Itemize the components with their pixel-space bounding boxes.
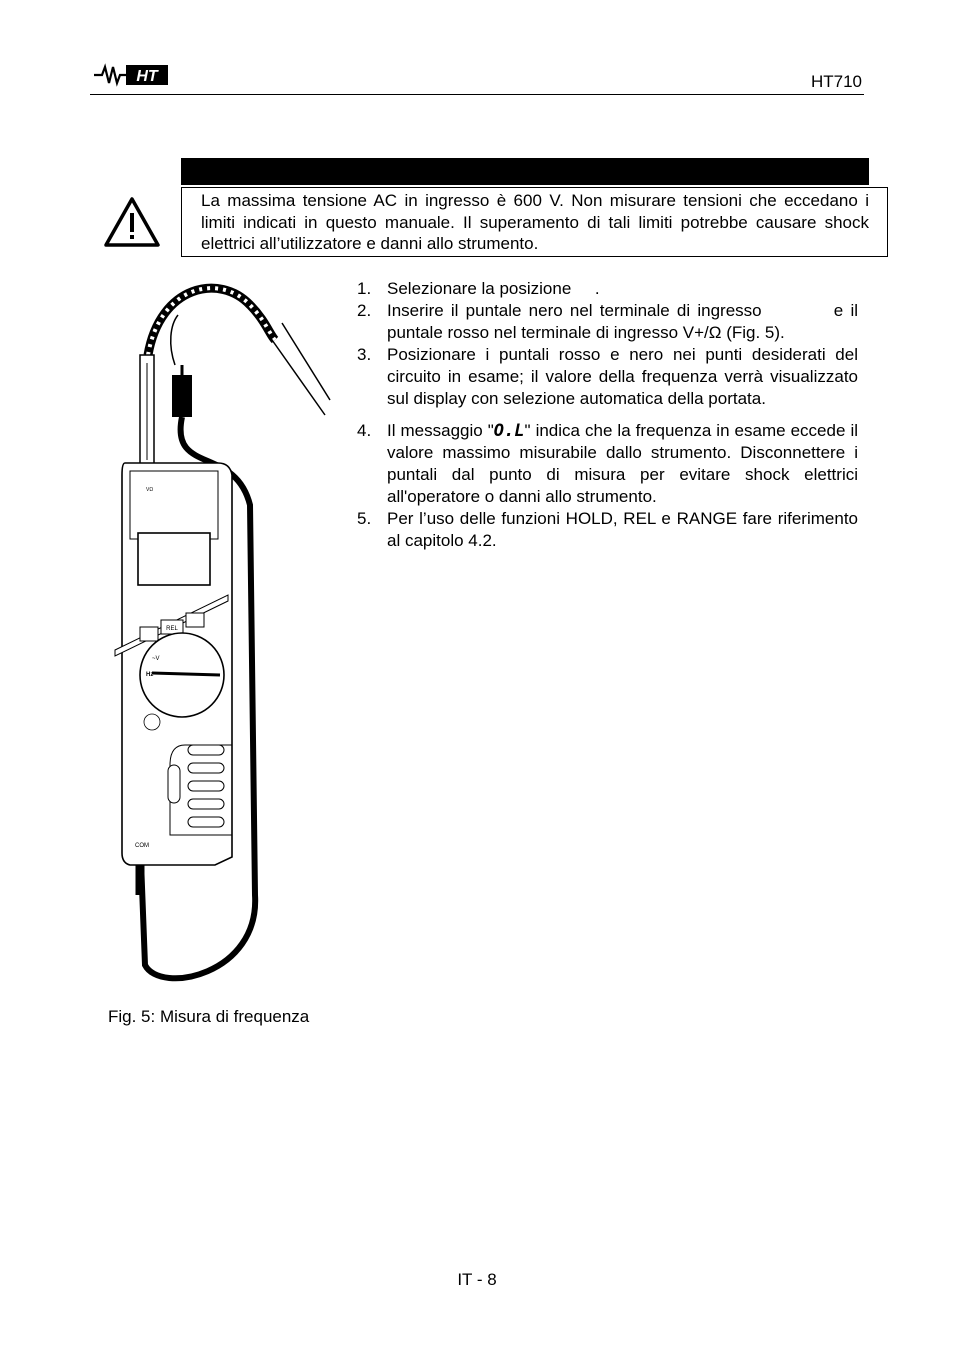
- rel-label: REL: [166, 626, 178, 632]
- page-number: IT - 8: [457, 1270, 497, 1289]
- step-text: Selezionare la posizione .: [387, 279, 600, 298]
- model-name: HT710: [810, 72, 862, 91]
- meter-display: [138, 533, 210, 585]
- step-number: 1.: [357, 279, 372, 298]
- ol-display-glyph: O.L: [493, 421, 525, 441]
- step-text: Inserire il puntale nero nel terminale di ingresso e il puntale rosso nel terminale di ingresso V+/Ω (Fig. 5).: [387, 301, 863, 342]
- multimeter-illustration: [100, 275, 340, 995]
- step-text-before: Il messaggio ": [387, 421, 494, 440]
- step-text-after: " indica che la frequenza in esame eccede il valore massimo misurabile dallo strumento. Disconnettere i puntali dal punto di misura per evitare shock elettrici all'operatore o danni allo strumento.: [387, 421, 858, 506]
- step-number: 3.: [357, 345, 372, 364]
- warning-text: La massima tensione AC in ingresso è 600 V. Non misurare tensioni che eccedano i limiti indicati in questo manuale. Il superamento di tali limiti potrebbe causare shock elettrici all’utilizzatore e danni allo strumento.: [201, 191, 869, 253]
- com-label: COM: [135, 843, 149, 849]
- step-5: [355, 508, 858, 552]
- step-3: [355, 344, 858, 410]
- step-text: Per l’uso delle funzioni HOLD, REL e RANGE fare riferimento al capitolo 4.2.: [387, 509, 858, 550]
- step-text: Posizionare i puntali rosso e nero nei punti desiderati del circuito in esame; il valore della frequenza verrà visualizzato sul display con selezione automatica della portata.: [387, 345, 858, 408]
- v-ac-label: ~V: [152, 656, 160, 662]
- step-4: [355, 420, 858, 508]
- terminal-v-label: VΩ: [146, 487, 154, 493]
- step-number: 2.: [357, 301, 372, 320]
- step-number: 4.: [357, 421, 372, 440]
- header-rule: [90, 94, 864, 95]
- black-probe-clip: [172, 375, 192, 417]
- warning-triangle-icon: [103, 196, 161, 248]
- procedure-steps: [355, 278, 863, 552]
- step-1: [355, 278, 858, 300]
- step-number: 5.: [357, 509, 372, 528]
- section-title-bar: [181, 158, 869, 185]
- hz-label: Hz: [146, 672, 154, 678]
- logo-text: HT: [136, 68, 158, 85]
- step-2: [355, 300, 863, 344]
- warning-box: [181, 187, 888, 257]
- ht-logo: [92, 62, 172, 88]
- figure-caption: Fig. 5: Misura di frequenza: [108, 1007, 310, 1026]
